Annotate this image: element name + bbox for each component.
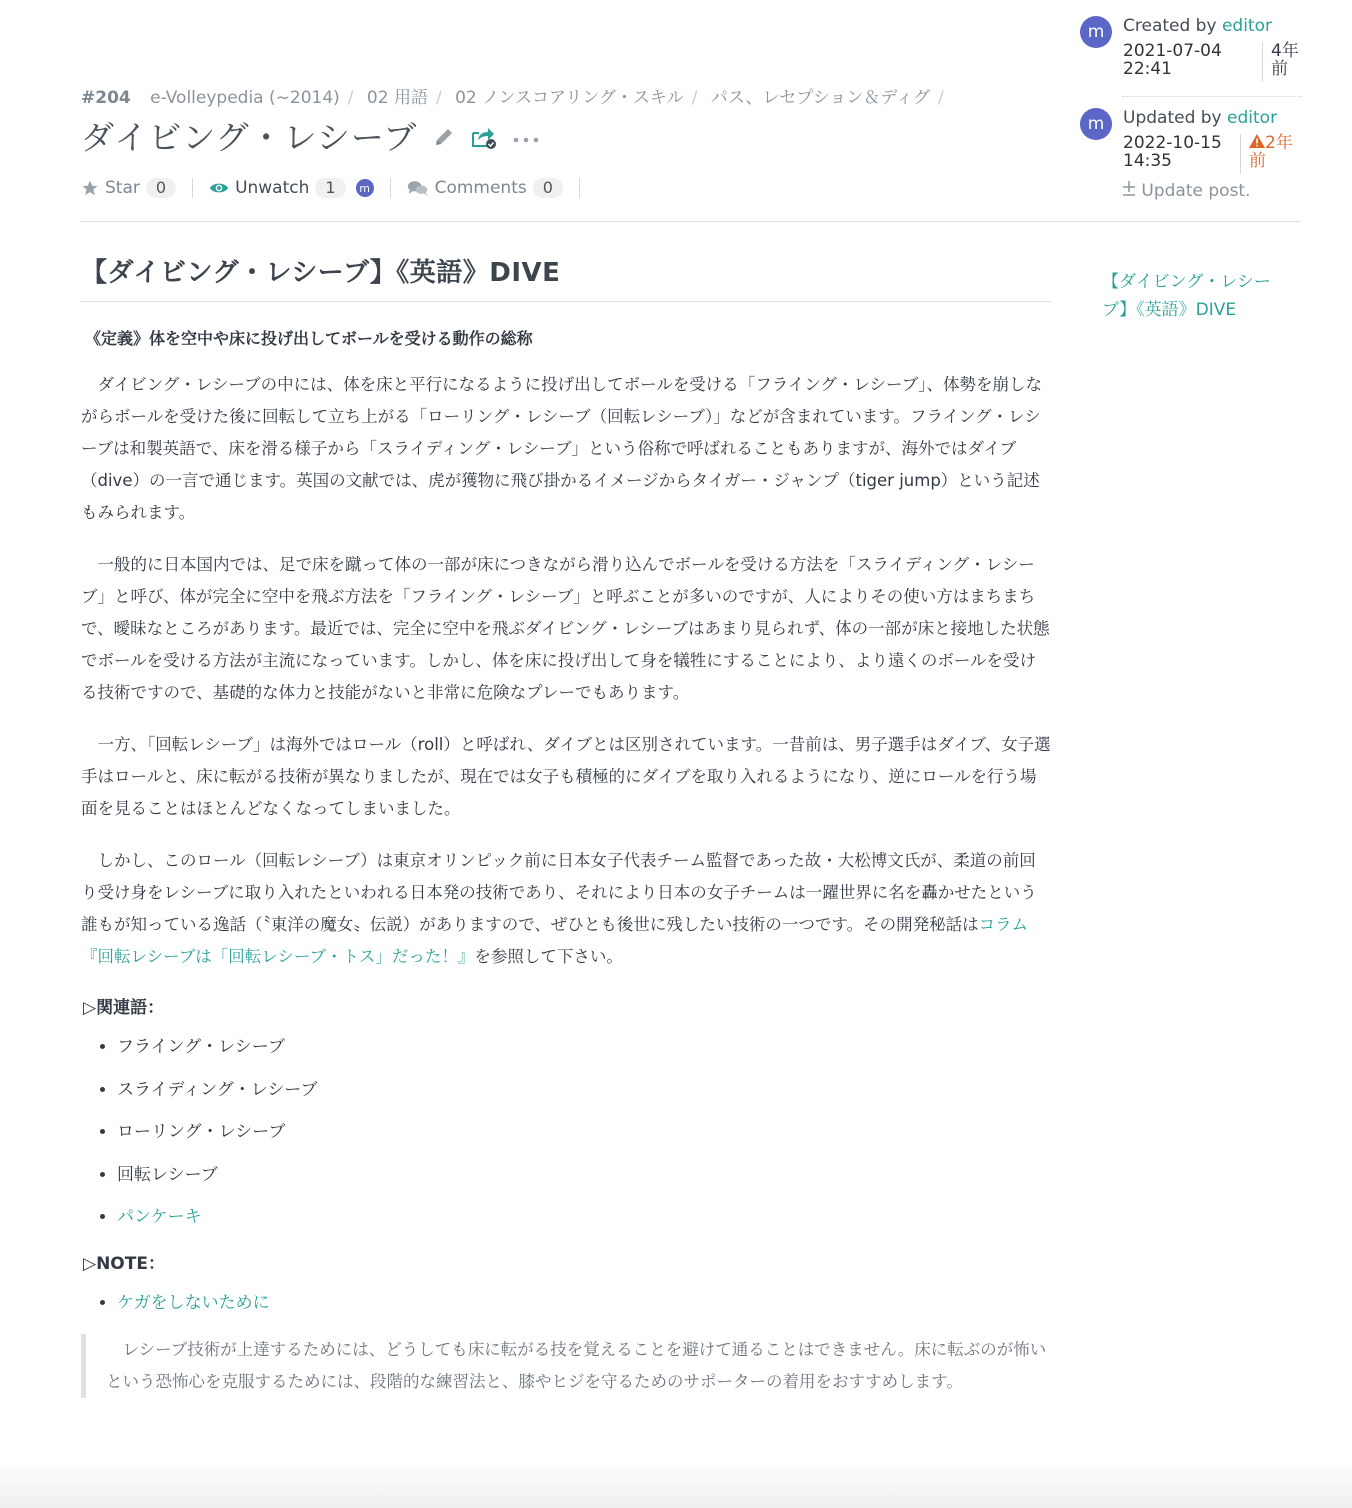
related-list — [81, 1036, 1051, 1228]
list-item: • ローリング・レシーブ — [117, 1121, 1051, 1143]
breadcrumb-item-nonscoring[interactable]: 02 ノンスコアリング・スキル — [455, 88, 684, 108]
paragraph-4: しかし、このロール（回転レシーブ）は東京オリンピック前に日本女子代表チーム監督であった故・大松博文氏が、柔道の前回り受け身をレシーブに取り入れたといわれる日本発の技術であり、それにより日本の女子チームは一躍世界に名を轟かせたという誰もが知っている逸話（〝東洋の魔女〟伝説）がありますので、ぜひとも後世に残したい技術の一つです。その開発秘話はコラム『回転レシーブは「回転レシーブ・トス」だった！』を参照して下さい。 — [81, 851, 1037, 966]
breadcrumb: #204 e-Volleypedia (~2014) / 02 用語 / 02 ノンスコアリング・スキル / パス、レセプション＆ディグ / — [81, 88, 944, 108]
title-actions — [432, 124, 540, 154]
updated-by: Updated by editor — [1123, 108, 1278, 128]
wiki-content — [81, 252, 1051, 1418]
breadcrumb-item-terms[interactable]: 02 用語 — [366, 88, 428, 108]
created-ago: 4年 前 — [1262, 42, 1299, 82]
unwatch-label: Unwatch — [235, 178, 310, 198]
list-item: • フライング・レシーブ — [117, 1036, 1051, 1058]
eye-icon — [209, 180, 229, 196]
star-count: 0 — [146, 178, 176, 198]
table-of-contents — [1102, 268, 1292, 324]
creator-avatar[interactable]: m — [1080, 16, 1112, 48]
content-heading: 【ダイビング・レシーブ】《英語》DIVE — [81, 252, 1051, 302]
meta-divider — [1122, 96, 1302, 97]
updater-avatar[interactable]: m — [1080, 108, 1112, 140]
pancake-link[interactable]: パンケーキ — [117, 1207, 202, 1227]
comments-count: 0 — [533, 178, 563, 198]
paragraph-1: ダイビング・レシーブの中には、体を床と平行になるように投げ出してボールを受ける「フライング・レシーブ」、体勢を崩しながらボールを受けた後に回転して立ち上がる「ローリング・レシーブ（回転レシーブ）」などが含まれています。フライング・レシーブは和製英語で、床を滑る様子から「スライディング・レシーブ」という俗称で呼ばれることもありますが、海外ではダイブ（dive）の一言で通じます。英国の文献では、虎が獲物に飛び掛かるイメージからタイガー・ジャンプ（tiger jump）という記述もみられます。 — [81, 375, 1042, 522]
note-list — [81, 1292, 1051, 1314]
creator-link[interactable]: editor — [1221, 16, 1272, 36]
list-item — [117, 1206, 1051, 1228]
comments-label: Comments — [434, 178, 527, 198]
update-post-button[interactable]: Update post. — [1122, 180, 1251, 201]
breadcrumb-item-pass[interactable]: パス、レセプション＆ディグ — [710, 88, 931, 108]
share-check-icon[interactable] — [470, 124, 498, 154]
star-label: Star — [105, 178, 140, 198]
related-heading: ▷関連語： — [83, 998, 165, 1018]
warning-icon — [1249, 134, 1265, 148]
page-number[interactable]: #204 — [81, 88, 131, 108]
bottom-fade — [0, 1460, 1352, 1508]
updated-ago: 2年 前 — [1240, 134, 1293, 174]
more-icon[interactable] — [512, 130, 540, 149]
updated-date: 2022-10-15 14:35 — [1123, 133, 1222, 171]
page-title: ダイビング・レシーブ — [81, 118, 418, 157]
updater-link[interactable]: editor — [1227, 108, 1278, 128]
star-icon — [81, 179, 99, 197]
header-divider — [81, 221, 1301, 222]
pencil-icon[interactable] — [432, 125, 456, 153]
created-info — [1080, 16, 1302, 86]
breadcrumb-item-volleypedia[interactable]: e-Volleypedia (~2014) — [150, 88, 340, 108]
note-heading: ▷NOTE： — [83, 1253, 165, 1274]
unwatch-button[interactable] — [209, 178, 374, 198]
comments-button[interactable] — [407, 178, 563, 198]
watcher-avatar[interactable]: m — [356, 179, 374, 197]
star-button[interactable] — [81, 178, 176, 198]
column-link[interactable]: コラム『回転レシーブは「回転レシーブ・トス」だった！』 — [81, 915, 1028, 966]
note-quote: レシーブ技術が上達するためには、どうしても床に転がる技を覚えることを避けて通ることはできません。床に転ぶのが怖いという恐怖心を克服するためには、段階的な練習法と、膝やヒジを守るためのサポーターの着用をおすすめします。 — [81, 1334, 1051, 1398]
list-item: • 回転レシーブ — [117, 1164, 1051, 1186]
created-date: 2021-07-04 22:41 — [1123, 41, 1222, 79]
plus-icon — [1122, 180, 1136, 196]
watch-count: 1 — [315, 178, 345, 198]
comments-icon — [407, 179, 429, 197]
injury-link[interactable]: ケガをしないために — [117, 1292, 270, 1313]
toc-item[interactable]: 【ダイビング・レシーブ】《英語》DIVE — [1102, 272, 1271, 320]
paragraph-2: 一般的に日本国内では、足で床を蹴って体の一部が床につきながら滑り込んでボールを受ける方法を「スライディング・レシーブ」と呼び、体が完全に空中を飛ぶ方法を「フライング・レシーブ」と呼ぶことが多いのですが、人によりその使い方はまちまちで、曖昧なところがあります。最近では、完全に空中を飛ぶダイビング・レシーブはあまり見られず、体の一部が床と接地した状態でボールを受ける方法が主流になっています。しかし、体を床に投げ出して身を犠牲にすることにより、より遠くのボールを受ける技術ですので、基礎的な体力と技能がないと非常に危険なプレーでもあります。 — [81, 555, 1050, 702]
definition: 《定義》体を空中や床に投げ出してボールを受ける動作の総称 — [85, 329, 533, 348]
list-item — [117, 1292, 1051, 1314]
list-item: • スライディング・レシーブ — [117, 1079, 1051, 1101]
created-by: Created by editor — [1123, 16, 1272, 36]
action-bar — [81, 178, 596, 198]
paragraph-3: 一方、「回転レシーブ」は海外ではロール（roll）と呼ばれ、ダイブとは区別されています。一昔前は、男子選手はダイブ、女子選手はロールと、床に転がる技術が異なりましたが、現在では女子も積極的にダイブを取り入れるようになり、逆にロールを行う場面を見ることはほとんどなくなってしまいました。 — [81, 735, 1051, 818]
updated-info — [1080, 108, 1302, 178]
